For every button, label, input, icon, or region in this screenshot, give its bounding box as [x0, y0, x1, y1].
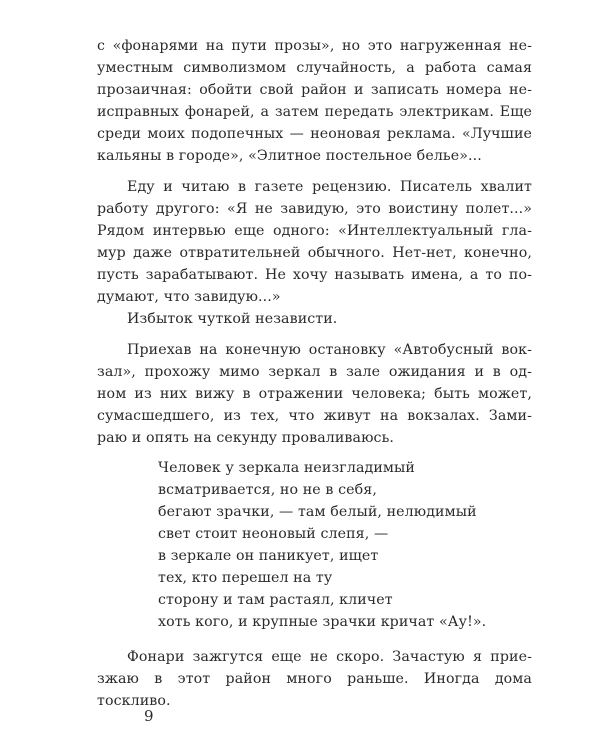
paragraph-3-line-1: Избыток чуткой независти. [127, 311, 338, 327]
paragraph-1-line-4: исправных фонарей, а затем передать электрикам. Еще [97, 104, 532, 120]
paragraph-5-line-2: зжаю в этот район много раньше. Иногда дома [97, 671, 532, 687]
paragraph-4-line-5: раю и опять на секунду проваливаюсь. [97, 430, 394, 446]
poem-line-6: тех, кто перешел на ту [158, 570, 333, 586]
paragraph-1-line-6: кальяны в городе», «Элитное постельное белье»... [97, 148, 482, 164]
paragraph-1-line-1: с «фонарями на пути прозы», но это нагруженная не- [97, 38, 532, 54]
poem-line-8: хоть кого, и крупные зрачки кричат «Ау!». [158, 614, 487, 630]
poem-line-1: Человек у зеркала неизгладимый [158, 460, 415, 476]
paragraph-2-line-2: работу другого: «Я не завидую, это воистину полет...» [97, 201, 532, 217]
paragraph-1-line-3: прозаичная: обойти свой район и записать номера не- [97, 82, 532, 98]
paragraph-2-line-5: пусть зарабатывают. Не хочу называть имена, а то по- [97, 267, 532, 283]
paragraph-4-line-3: ном из них вижу в отражении человека; быть может, [97, 386, 532, 402]
paragraph-2-line-1: Еду и читаю в газете рецензию. Писатель хвалит [127, 179, 532, 195]
poem-line-2: всматривается, но не в себя, [158, 482, 377, 498]
paragraph-1-line-5: среди моих подопечных — неоновая реклама. «Лучшие [97, 126, 532, 142]
poem-line-5: в зеркале он паникует, ищет [158, 548, 379, 564]
poem-line-4: свет стоит неоновый слепя, — [158, 526, 389, 542]
paragraph-2-line-4: мур даже отвратительней обычного. Нет-нет, конечно, [97, 245, 532, 261]
paragraph-4-line-2: зал», прохожу мимо зеркал в зале ожидания и в од- [97, 364, 532, 380]
page-number: 9 [144, 707, 154, 725]
paragraph-5-line-1: Фонари зажгутся еще не скоро. Зачастую я прие- [127, 649, 532, 665]
paragraph-4-line-1: Приехав на конечную остановку «Автобусный вок- [127, 342, 532, 358]
paragraph-2-line-6: думают, что завидую...» [97, 289, 281, 305]
poem-line-7: сторону и там растаял, кличет [158, 592, 393, 608]
poem-line-3: бегают зрачки, — там белый, нелюдимый [158, 504, 477, 520]
paragraph-2-line-3: Рядом интервью еще одного: «Интеллектуальный гла- [97, 223, 532, 239]
paragraph-5-line-3: тоскливо. [97, 693, 171, 709]
paragraph-4-line-4: сумасшедшего, из тех, что живут на вокзалах. Зами- [97, 408, 532, 424]
paragraph-1-line-2: уместным символизмом случайность, а работа самая [97, 60, 532, 76]
